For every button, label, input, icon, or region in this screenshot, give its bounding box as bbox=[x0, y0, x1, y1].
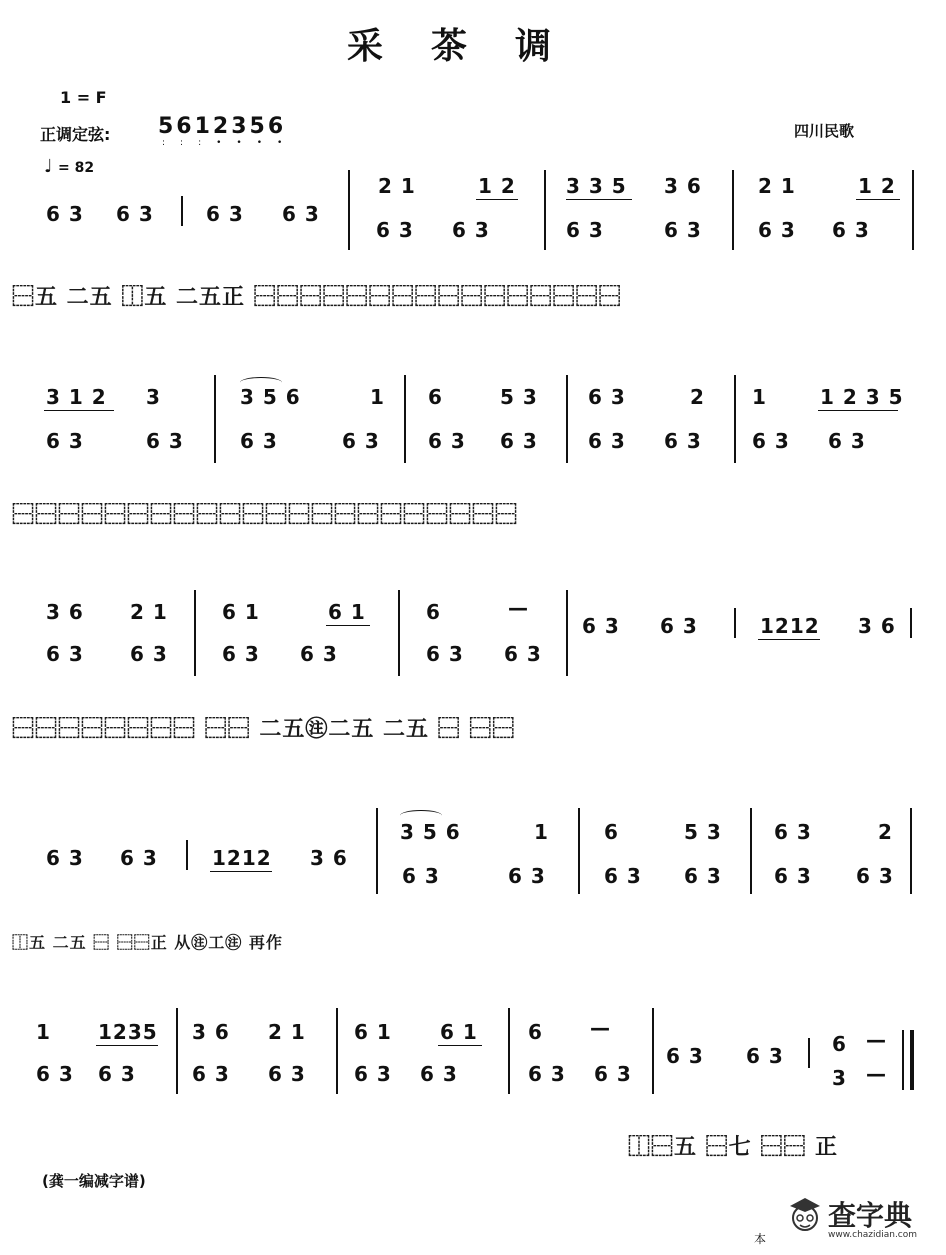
note-group: 3 6 bbox=[192, 1020, 230, 1044]
note-group: 2 bbox=[878, 820, 893, 844]
tablature-row-5: ⿰⿱五 ⿱七 ⿱⿱ 正 bbox=[628, 1134, 838, 1160]
tablature-row-3: ⿱⿱⿱⿱⿱⿱⿱⿱ ⿱⿱ 二五㊟二五 二五 ⿱ ⿱⿱ bbox=[12, 716, 516, 742]
note-group: 6 1 bbox=[328, 600, 366, 624]
bar-line bbox=[508, 1008, 510, 1094]
note-group: 1 bbox=[36, 1020, 51, 1044]
mascot-icon bbox=[786, 1194, 824, 1238]
note-group: 3 6 bbox=[310, 846, 348, 870]
bar-line bbox=[404, 375, 406, 463]
bar-line bbox=[181, 196, 183, 226]
tempo-marking: = 82 bbox=[58, 160, 95, 176]
note-group: 1 2 bbox=[478, 174, 516, 198]
note-group: 2 1 bbox=[268, 1020, 306, 1044]
note-group: 6 3 bbox=[376, 218, 414, 242]
note-group: 6 bbox=[428, 385, 443, 409]
note-group: 2 1 bbox=[378, 174, 416, 198]
note-group: 6 3 bbox=[120, 846, 158, 870]
beam-line bbox=[326, 625, 370, 626]
note-group: 6 3 bbox=[46, 202, 84, 226]
note-group: — bbox=[866, 1028, 887, 1052]
note-group: — bbox=[866, 1062, 887, 1086]
note-group: 6 3 bbox=[758, 218, 796, 242]
note-group: 6 3 bbox=[342, 429, 380, 453]
note-group: 6 3 bbox=[588, 385, 626, 409]
note-group: 6 bbox=[604, 820, 619, 844]
note-group: 6 3 bbox=[146, 429, 184, 453]
beam-line bbox=[44, 410, 114, 411]
bar-line bbox=[578, 808, 580, 894]
note-group: 1 bbox=[752, 385, 767, 409]
note-group: 6 3 bbox=[528, 1062, 566, 1086]
bar-line bbox=[566, 590, 568, 676]
bar-line bbox=[398, 590, 400, 676]
note-group: 6 3 bbox=[452, 218, 490, 242]
beam-line bbox=[96, 1045, 158, 1046]
site-logo bbox=[770, 1190, 940, 1250]
note-group: 3 bbox=[832, 1066, 847, 1090]
final-double-bar bbox=[902, 1030, 914, 1090]
note-group: 3 6 bbox=[46, 600, 84, 624]
note-group: 6 3 bbox=[774, 864, 812, 888]
bar-line bbox=[186, 840, 188, 870]
origin-label: 四川民歌 bbox=[794, 122, 855, 140]
note-group: 1 bbox=[534, 820, 549, 844]
note-group: 6 3 bbox=[566, 218, 604, 242]
note-group: 6 3 bbox=[426, 642, 464, 666]
note-group: 6 bbox=[426, 600, 441, 624]
note-group: 6 3 bbox=[116, 202, 154, 226]
note-group: 6 3 bbox=[46, 642, 84, 666]
tablature-row-2: ⿱⿱⿱⿱⿱⿱⿱⿱⿱⿱⿱⿱⿱⿱⿱⿱⿱⿱⿱⿱⿱⿱ bbox=[12, 502, 519, 528]
editor-credit: (龚一编减字谱) bbox=[42, 1172, 146, 1190]
note-group: 3 5 6 bbox=[240, 385, 301, 409]
note-group: 6 3 bbox=[774, 820, 812, 844]
note-group: 6 3 bbox=[46, 429, 84, 453]
quarter-note-icon: ♩ bbox=[44, 156, 53, 177]
tablature-row-1: ⿱五 二五 ⿰五 二五正 ⿱⿱⿱⿱⿱⿱⿱⿱⿱⿱⿱⿱⿱⿱⿱⿱ bbox=[12, 284, 622, 310]
note-group: 1 bbox=[370, 385, 385, 409]
beam-line bbox=[758, 639, 820, 640]
beam-line bbox=[818, 410, 898, 411]
note-group: 6 3 bbox=[402, 864, 440, 888]
bar-line bbox=[176, 1008, 178, 1094]
note-group: 6 3 bbox=[588, 429, 626, 453]
page-title: 采茶调 bbox=[346, 25, 599, 67]
bar-line bbox=[750, 808, 752, 894]
beam-line bbox=[438, 1045, 482, 1046]
note-group: 6 3 bbox=[504, 642, 542, 666]
note-group: 6 3 bbox=[664, 429, 702, 453]
note-group: 6 3 bbox=[130, 642, 168, 666]
bar-line bbox=[912, 170, 914, 250]
note-group: 1 2 3 5 bbox=[820, 385, 904, 409]
bar-line bbox=[808, 1038, 810, 1068]
note-group: 6 3 bbox=[420, 1062, 458, 1086]
note-group: 3 6 bbox=[664, 174, 702, 198]
bar-line bbox=[566, 375, 568, 463]
note-group: 6 3 bbox=[428, 429, 466, 453]
note-group: 3 6 bbox=[858, 614, 896, 638]
bar-line bbox=[336, 1008, 338, 1094]
note-group: 6 1 bbox=[222, 600, 260, 624]
note-group: 6 3 bbox=[746, 1044, 784, 1068]
note-group: 6 3 bbox=[660, 614, 698, 638]
bar-line bbox=[652, 1008, 654, 1094]
note-group: 1212 bbox=[760, 614, 820, 638]
note-group: 6 3 bbox=[684, 864, 722, 888]
beam-line bbox=[566, 199, 632, 200]
bar-line bbox=[544, 170, 546, 250]
note-group: 6 3 bbox=[98, 1062, 136, 1086]
note-group: 1235 bbox=[98, 1020, 158, 1044]
bar-line bbox=[194, 590, 196, 676]
note-group: 6 bbox=[528, 1020, 543, 1044]
site-prefix: 本 bbox=[754, 1232, 767, 1246]
note-group: 6 3 bbox=[856, 864, 894, 888]
note-group: 6 3 bbox=[240, 429, 278, 453]
note-group: 3 bbox=[146, 385, 161, 409]
logo-name: 查字典 bbox=[828, 1199, 913, 1232]
note-group: 2 bbox=[690, 385, 705, 409]
tuning-label: 正调定弦: bbox=[40, 125, 111, 144]
note-group: 6 3 bbox=[300, 642, 338, 666]
note-group: 1 2 bbox=[858, 174, 896, 198]
note-group: 6 3 bbox=[268, 1062, 306, 1086]
note-group: 6 3 bbox=[354, 1062, 392, 1086]
bar-line bbox=[732, 170, 734, 250]
note-group: 6 3 bbox=[206, 202, 244, 226]
beam-line bbox=[210, 871, 272, 872]
note-group: — bbox=[590, 1016, 611, 1040]
note-group: 6 3 bbox=[192, 1062, 230, 1086]
bar-line bbox=[376, 808, 378, 894]
bar-line bbox=[734, 608, 736, 638]
beam-line bbox=[856, 199, 900, 200]
note-group: 6 3 bbox=[752, 429, 790, 453]
note-group: 6 3 bbox=[508, 864, 546, 888]
note-group: 6 3 bbox=[36, 1062, 74, 1086]
note-group: 6 3 bbox=[582, 614, 620, 638]
note-group: 6 3 bbox=[282, 202, 320, 226]
note-group: 3 3 5 bbox=[566, 174, 627, 198]
note-group: 6 1 bbox=[440, 1020, 478, 1044]
note-group: 1212 bbox=[212, 846, 272, 870]
bar-line bbox=[910, 608, 912, 638]
note-group: 6 3 bbox=[46, 846, 84, 870]
note-group: 6 3 bbox=[594, 1062, 632, 1086]
note-group: 6 3 bbox=[828, 429, 866, 453]
note-group: 5 3 bbox=[500, 385, 538, 409]
bar-line bbox=[348, 170, 350, 250]
note-group: 6 1 bbox=[354, 1020, 392, 1044]
note-group: 3 1 2 bbox=[46, 385, 107, 409]
note-group: 2 1 bbox=[758, 174, 796, 198]
note-group: 6 3 bbox=[832, 218, 870, 242]
note-group: 6 bbox=[832, 1032, 847, 1056]
note-group: 6 3 bbox=[500, 429, 538, 453]
logo-url: www.chazidian.com bbox=[828, 1230, 918, 1240]
note-group: 5 3 bbox=[684, 820, 722, 844]
beam-line bbox=[476, 199, 518, 200]
note-group: 2 1 bbox=[130, 600, 168, 624]
note-group: 6 3 bbox=[222, 642, 260, 666]
bar-line bbox=[734, 375, 736, 463]
tuning-notes: 5612356 bbox=[158, 114, 287, 139]
bar-line bbox=[214, 375, 216, 463]
bar-line bbox=[910, 808, 912, 894]
note-group: 3 5 6 bbox=[400, 820, 461, 844]
note-group: 6 3 bbox=[666, 1044, 704, 1068]
note-group: — bbox=[508, 596, 529, 620]
note-group: 6 3 bbox=[664, 218, 702, 242]
note-group: 6 3 bbox=[604, 864, 642, 888]
key-signature: 1 = F bbox=[60, 88, 107, 107]
tablature-row-4: ⿰五 二五 ⿱ ⿱⿱正 从㊟工㊟ 再作 bbox=[12, 933, 283, 952]
tuning-dots: :::•••• bbox=[162, 138, 298, 148]
